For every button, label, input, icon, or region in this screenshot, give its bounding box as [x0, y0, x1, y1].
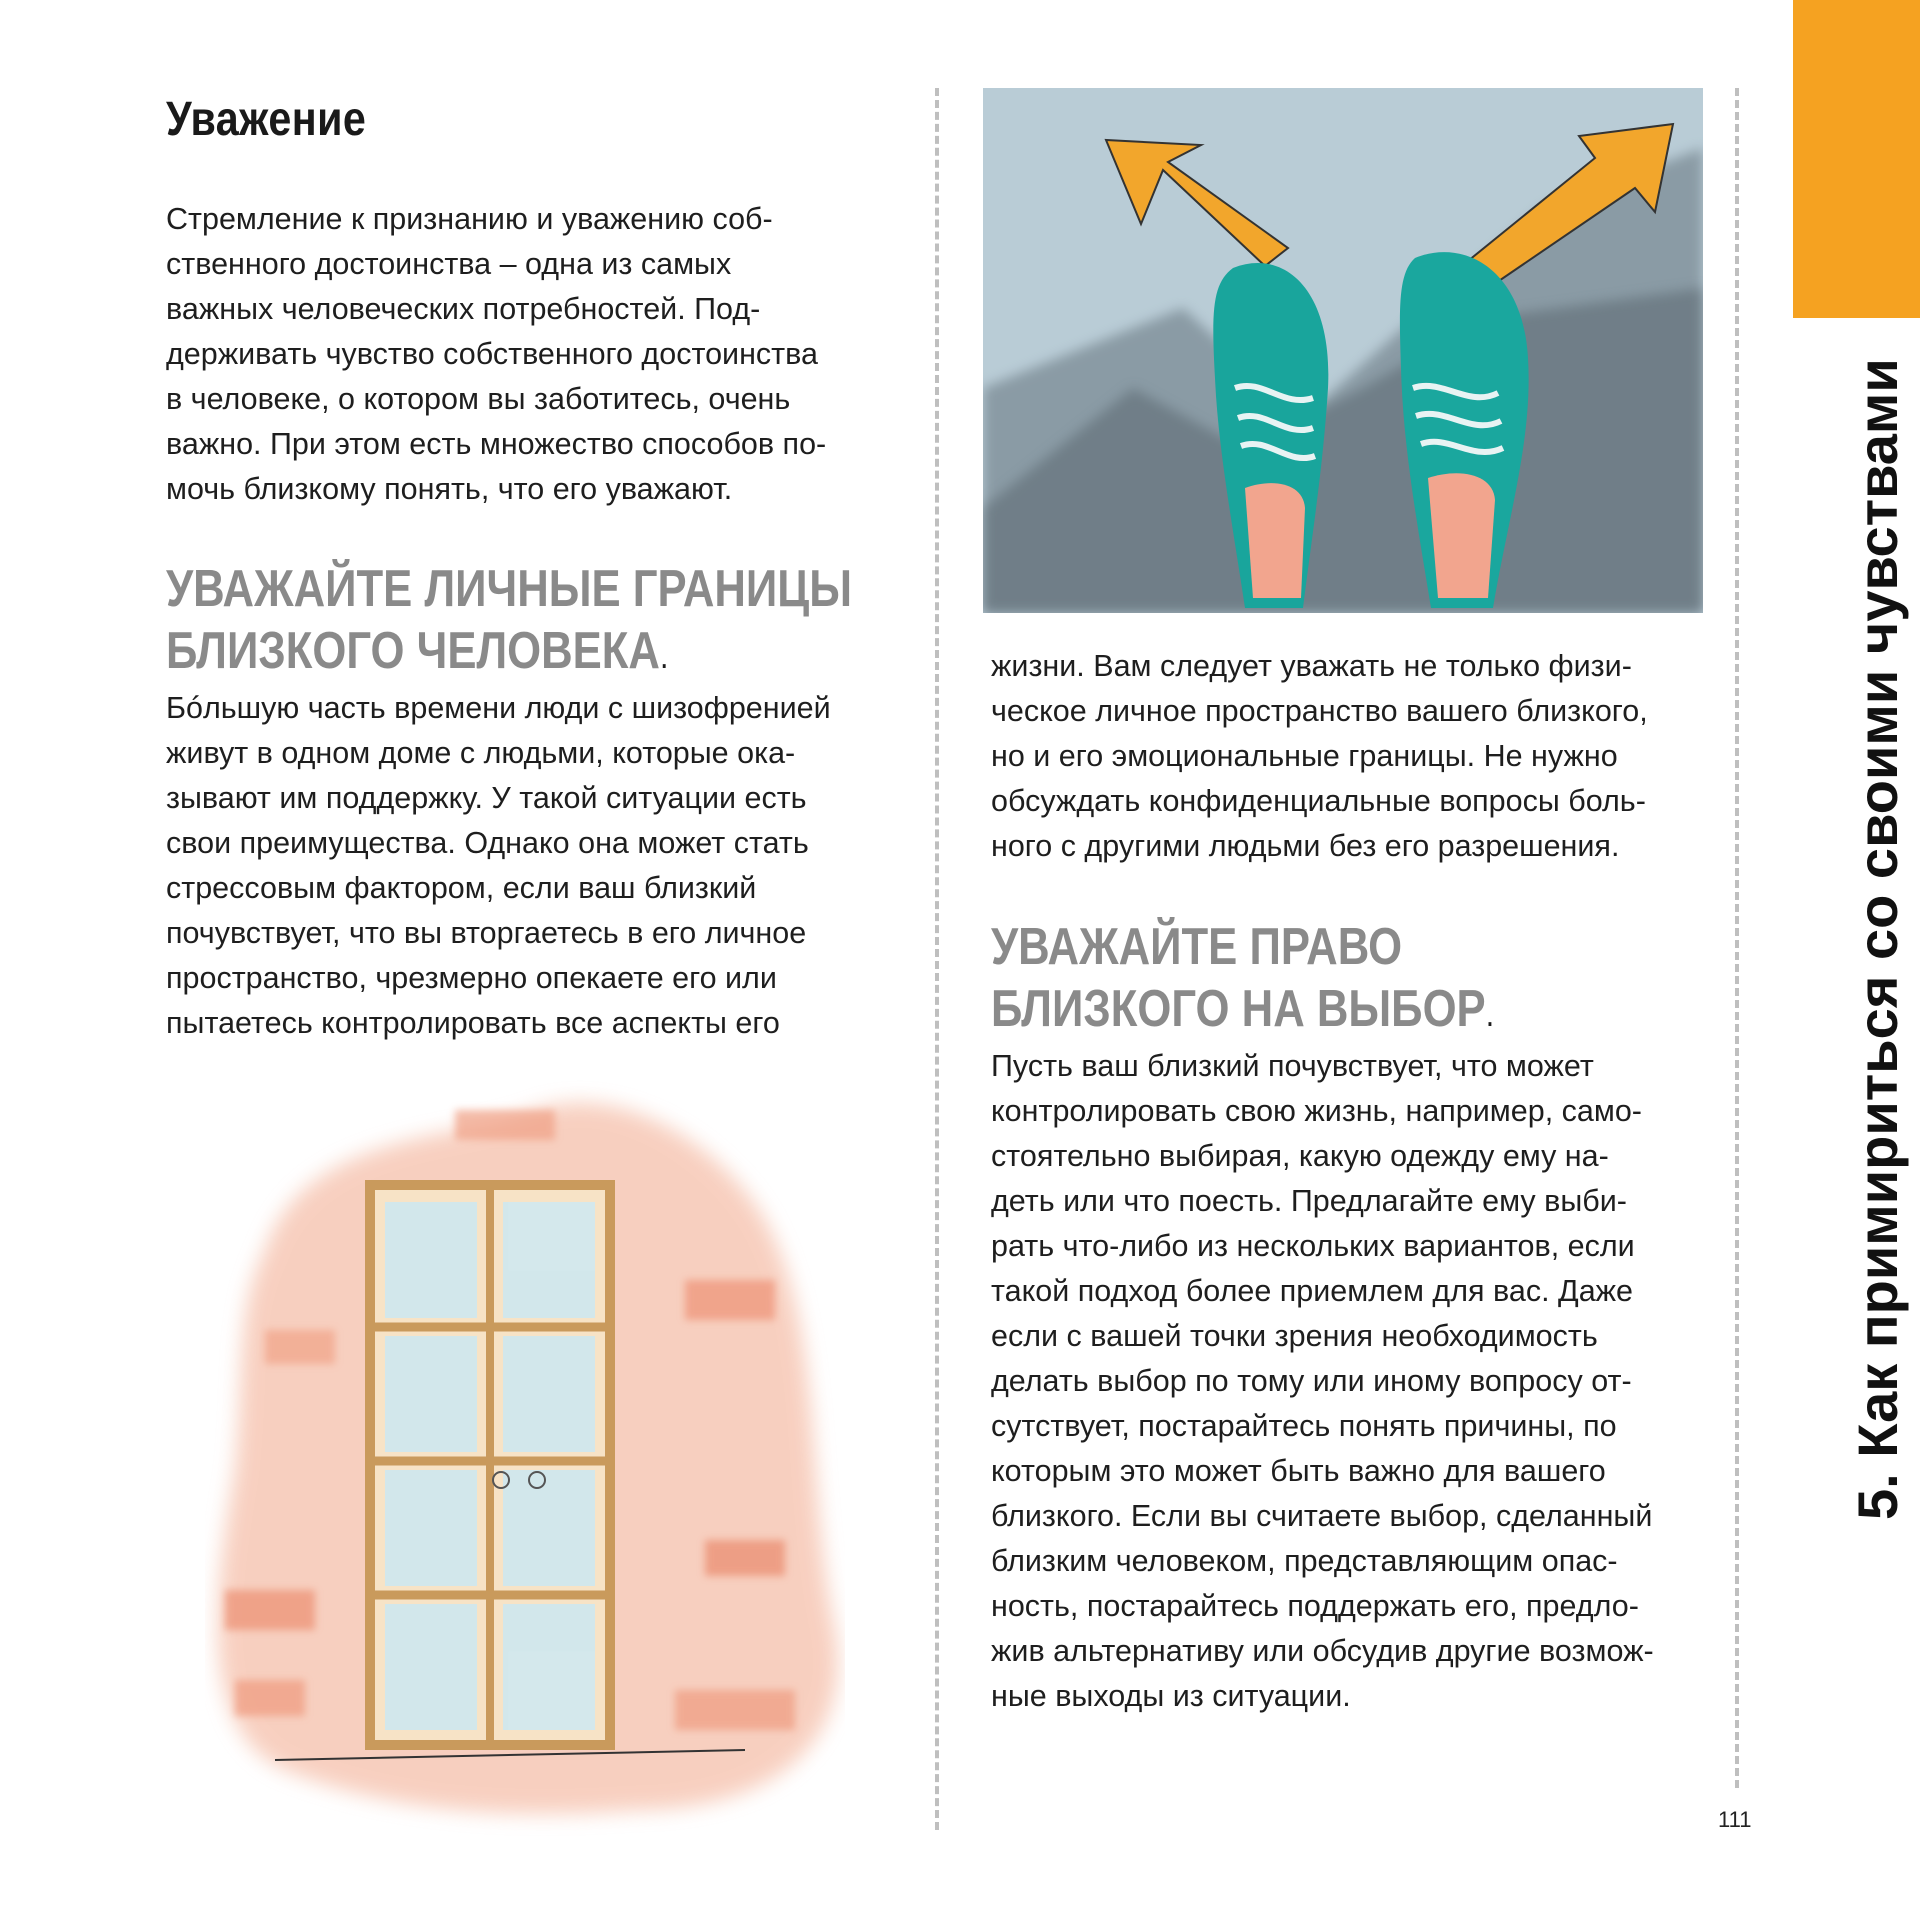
text-line: но и его эмоциональные границы. Не нужно: [991, 739, 1618, 773]
text-line: жизни. Вам следует уважать не только физи-: [991, 649, 1632, 683]
text-line: живут в одном доме с людьми, которые ока-: [166, 736, 796, 770]
text-line: которым это может быть важно для вашего: [991, 1454, 1606, 1488]
text-line: важно. При этом есть множество способов по-: [166, 427, 827, 461]
text-line: в человеке, о котором вы заботитесь, очень: [166, 382, 791, 416]
text-line: ческое личное пространство вашего близкого,: [991, 694, 1648, 728]
text-line: близкого. Если вы считаете выбор, сделанный: [991, 1499, 1653, 1533]
section-title: Уважение: [166, 93, 367, 146]
margin-divider: [1735, 88, 1739, 1788]
text-line: стоятельно выбирая, какую одежду ему на-: [991, 1139, 1609, 1173]
text-line: ные выходы из ситуации.: [991, 1679, 1351, 1713]
column-divider: [935, 88, 939, 1830]
page-number: 111: [1718, 1807, 1752, 1832]
text-line: пространство, чрезмерно опекаете его или: [166, 961, 777, 995]
boundaries-heading: [166, 558, 852, 687]
text-line: стрессовым фактором, если ваш близкий: [166, 871, 757, 905]
text-line: ного с другими людьми без его разрешения.: [991, 829, 1620, 863]
text-line: делать выбор по тому или иному вопросу от-: [991, 1364, 1632, 1398]
text-line: держивать чувство собственного достоинства: [166, 337, 818, 371]
text-line: рать что-либо из нескольких вариантов, если: [991, 1229, 1635, 1263]
boundaries-paragraph-col1: [166, 686, 831, 1046]
boundaries-heading-line1: УВАЖАЙТЕ ЛИЧНЫЕ ГРАНИЦЫ: [166, 560, 852, 618]
text-line: контролировать свою жизнь, например, само-: [991, 1094, 1642, 1128]
shoes-illustration: [983, 88, 1703, 613]
heading-dot: .: [1485, 993, 1495, 1034]
text-line: если с вашей точки зрения необходимость: [991, 1319, 1598, 1353]
text-line: свои преимущества. Однако она может стать: [166, 826, 809, 860]
chapter-label: 5. Как примириться со своими чувствами: [1846, 358, 1909, 1520]
text-line: обсуждать конфиденциальные вопросы боль-: [991, 784, 1646, 818]
text-line: ственного достоинства – одна из самых: [166, 247, 732, 281]
boundaries-paragraph-col2: [991, 644, 1648, 869]
text-line: Стремление к признанию и уважению соб-: [166, 202, 773, 236]
text-line: деть или что поесть. Предлагайте ему выби-: [991, 1184, 1627, 1218]
text-line: зывают им поддержку. У такой ситуации есть: [166, 781, 807, 815]
text-line: ность, постарайтесь поддержать его, предло-: [991, 1589, 1639, 1623]
text-line: близким человеком, представляющим опас-: [991, 1544, 1618, 1578]
choice-heading-line2: БЛИЗКОГО НА ВЫБОР: [991, 980, 1486, 1038]
text-line: такой подход более приемлем для вас. Даже: [991, 1274, 1634, 1308]
text-line: Пусть ваш близкий почувствует, что может: [991, 1049, 1594, 1083]
text-line: мочь близкому понять, что его уважают.: [166, 472, 733, 506]
text-line: жив альтернативу или обсудив другие возмож-: [991, 1634, 1654, 1668]
text-line: Бóльшую часть времени люди с шизофренией: [166, 691, 831, 725]
choice-heading: [991, 916, 1494, 1045]
text-line: сутствует, постарайтесь понять причины, по: [991, 1409, 1617, 1443]
chapter-tab: [1793, 0, 1920, 318]
intro-paragraph: [166, 197, 826, 512]
choice-heading-line1: УВАЖАЙТЕ ПРАВО: [991, 918, 1403, 976]
heading-dot: .: [659, 635, 669, 676]
boundaries-heading-line2: БЛИЗКОГО ЧЕЛОВЕКА: [166, 622, 660, 680]
text-line: важных человеческих потребностей. Под-: [166, 292, 761, 326]
text-line: пытаетесь контролировать все аспекты его: [166, 1006, 780, 1040]
choice-paragraph: [991, 1044, 1654, 1719]
door-illustration: [205, 1070, 845, 1850]
text-line: почувствует, что вы вторгаетесь в его личное: [166, 916, 807, 950]
